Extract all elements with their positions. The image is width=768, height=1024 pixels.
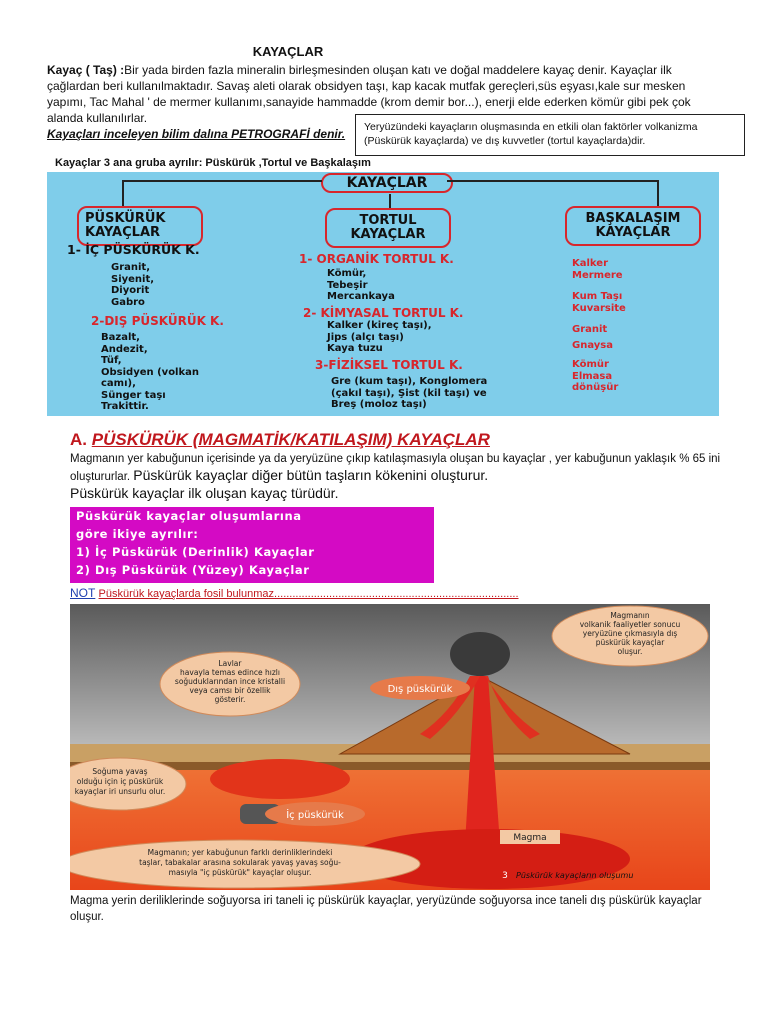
note-label: NOT [70,586,96,600]
physical-list [331,376,487,411]
list-item: Gabro [111,296,145,308]
section-a-text: Magmanın yer kabuğunun içerisinde ya da yeryüzüne çıkıp katılaşmasıyla oluşan bu kayaçlar , yer kabuğunun yaklaşık % 65 ini oluştururlar. [70,453,721,483]
outer-label: Dış püskürük [387,684,453,695]
sedimentary-box: TORTUL KAYAÇLAR [325,208,451,248]
fossil-note [70,586,519,600]
inner-label: İç püskürük [286,810,344,821]
callout-text: Soğuma yavaş [92,767,148,776]
callout-text: oluşur. [617,647,643,656]
formation-line: 2) Dış Püskürük (Yüzey) Kayaçlar [76,563,310,577]
list-item: Kum Taşı [572,291,623,302]
list-item: Bazalt, [101,332,140,343]
organic-heading: 1- ORGANİK TORTUL K. [299,252,454,266]
list-item: Andezit, [101,343,148,355]
ash-cloud [450,632,510,676]
intro-text: Bir yada birden fazla mineralin birleşmesinden oluşan katı ve doğal maddelere kayaç denir. Kayaçlar ilk çağlardan beri kullanılmaktadır. Savaş aleti olarak obsidyen taşı, kap kacak mutfak gereçleri,süs eşyası,kale sur mesken yapımı, Tac Mahal ' de mermer kullanımı,sanayide hammadde (krom demir bor...), enerji elde ederken kömür gibi pek çok alanda kullanılırlar. [47,63,691,125]
connector [657,180,659,206]
section-a-origin: Püskürük kayaçlar diğer bütün taşların kökenini oluşturur. [133,467,489,483]
metamorphic-list [572,258,626,394]
caption-number: 3 [502,871,508,881]
list-item: Trakittir. [101,401,149,412]
connector [122,180,124,206]
outer-list [101,332,199,413]
factors-note-box: Yeryüzündeki kayaçların oluşmasında en etkili olan faktörler volkanizma (Püskürük kayaçlarda) ve dış kuvvetler (tortul kayaçlarda)dir. [355,114,745,156]
list-item: Obsidyen (volkan [101,366,200,378]
volcano-illustration [70,604,710,890]
callout-text: volkanik faaliyetler sonucu [579,620,681,629]
callout-text: havayla temas edince hızlı [180,668,280,677]
list-item: Kuvarsite [572,302,626,314]
inner-list [111,262,154,308]
list-item: Jips (alçı taşı) [327,331,404,343]
list-item: camı), [101,378,136,389]
callout-text: masıyla "iç püskürük" kayaçlar oluşur. [168,868,312,877]
rock-classification-diagram [47,172,719,416]
connector [447,180,659,182]
list-item: Gre (kum taşı), Konglomera [331,376,488,387]
list-item: (çakıl taşı), Şist (kil taşı) ve [331,387,487,399]
pyroclastic-box: PÜSKÜRÜK KAYAÇLAR [77,206,203,246]
callout-text: taşlar, tabakalar arasına sokularak yavaş yavaş soğu- [139,858,341,867]
callout-text: Magmanın [610,611,650,620]
page-title: KAYAÇLAR [252,44,324,59]
chemical-heading: 2- KİMYASAL TORTUL K. [303,306,464,320]
list-item: Sünger taşı [101,389,166,401]
list-item: Kömür [572,359,609,370]
metamorphic-box: BAŞKALAŞIM KAYAÇLAR [565,206,701,246]
list-item: Mermere [572,269,623,281]
chemical-list [327,320,432,355]
formation-types-box [70,507,434,583]
list-item: Tüf, [101,355,122,366]
callout-text: olduğu için iç püskürük [76,777,164,786]
callout-text: gösterir. [214,695,246,704]
callout-text: yeryüzüne çıkmasıyla dış [582,629,678,638]
list-item: dönüşür [572,382,619,393]
list-item: Kömür, [327,268,367,279]
outer-heading: 2-DIŞ PÜSKÜRÜK K. [91,314,224,328]
intrusion [210,759,350,799]
organic-list [327,268,395,303]
callout-text: soğuduklarından ince kristalli [174,677,286,686]
magma-label: Magma [513,833,547,843]
physical-heading: 3-FİZİKSEL TORTUL K. [315,358,463,372]
callout-text: veya camsı bir özellik [189,686,271,695]
figure-caption: Püskürük kayaçların oluşumu [516,871,634,880]
section-a-prefix: A. [70,430,92,449]
formation-line: Püskürük kayaçlar oluşumlarına [76,509,302,523]
list-item: Elmasa [572,370,613,382]
petrografi-note: Kayaçları inceleyen bilim dalına PETROGRAFİ denir. [47,127,346,141]
callout-text: Lavlar [218,659,242,668]
section-a-heading [70,430,490,450]
list-item: Granit, [111,262,151,273]
callout-text: Magmanın; yer kabuğunun farklı derinliklerindeki [147,848,333,857]
connector [122,180,322,182]
callout-text: kayaçlar iri unsurlu olur. [74,787,166,796]
intro-label: Kayaç ( Taş) : [47,63,125,77]
list-item: Mercankaya [327,291,395,302]
list-item: Diyorit [111,285,150,296]
list-item: Breş (moloz taşı) [331,399,427,410]
volcano-figure [70,604,710,890]
section-a-first: Püskürük kayaçlar ilk oluşan kayaç türüdür. [70,485,339,501]
inner-heading: 1- İÇ PÜSKÜRÜK K. [67,242,200,257]
formation-line: göre ikiye ayrılır: [76,527,199,541]
list-item: Tebeşir [327,279,368,291]
list-item: Kalker (kireç taşı), [327,320,432,331]
list-item: Gnaysa [572,339,613,351]
formation-line: 1) İç Püskürük (Derinlik) Kayaçlar [76,545,315,559]
connector [389,194,391,208]
callout-text: püskürük kayaçlar [595,638,665,647]
root-box: KAYAÇLAR [321,173,453,193]
bottom-paragraph: Magma yerin deriliklerinde soğuyorsa iri taneli iç püskürük kayaçlar, yeryüzünde soğuyorsa ince taneli dış püskürük kayaçlar oluşur. [70,895,702,923]
note-text: Püskürük kayaçlarda fosil bulunmaz................................................................................ [98,588,519,600]
list-item: Siyenit, [111,273,155,285]
list-item: Kaya tuzu [327,343,383,354]
list-item: Kalker [572,258,609,269]
section-a-paragraph [70,451,730,503]
list-item: Granit [572,324,608,335]
groups-heading: Kayaçlar 3 ana gruba ayrılır: Püskürük ,Tortul ve Başkalaşım [55,157,371,169]
section-a-title: PÜSKÜRÜK (MAGMATİK/KATILAŞIM) KAYAÇLAR [91,430,490,449]
